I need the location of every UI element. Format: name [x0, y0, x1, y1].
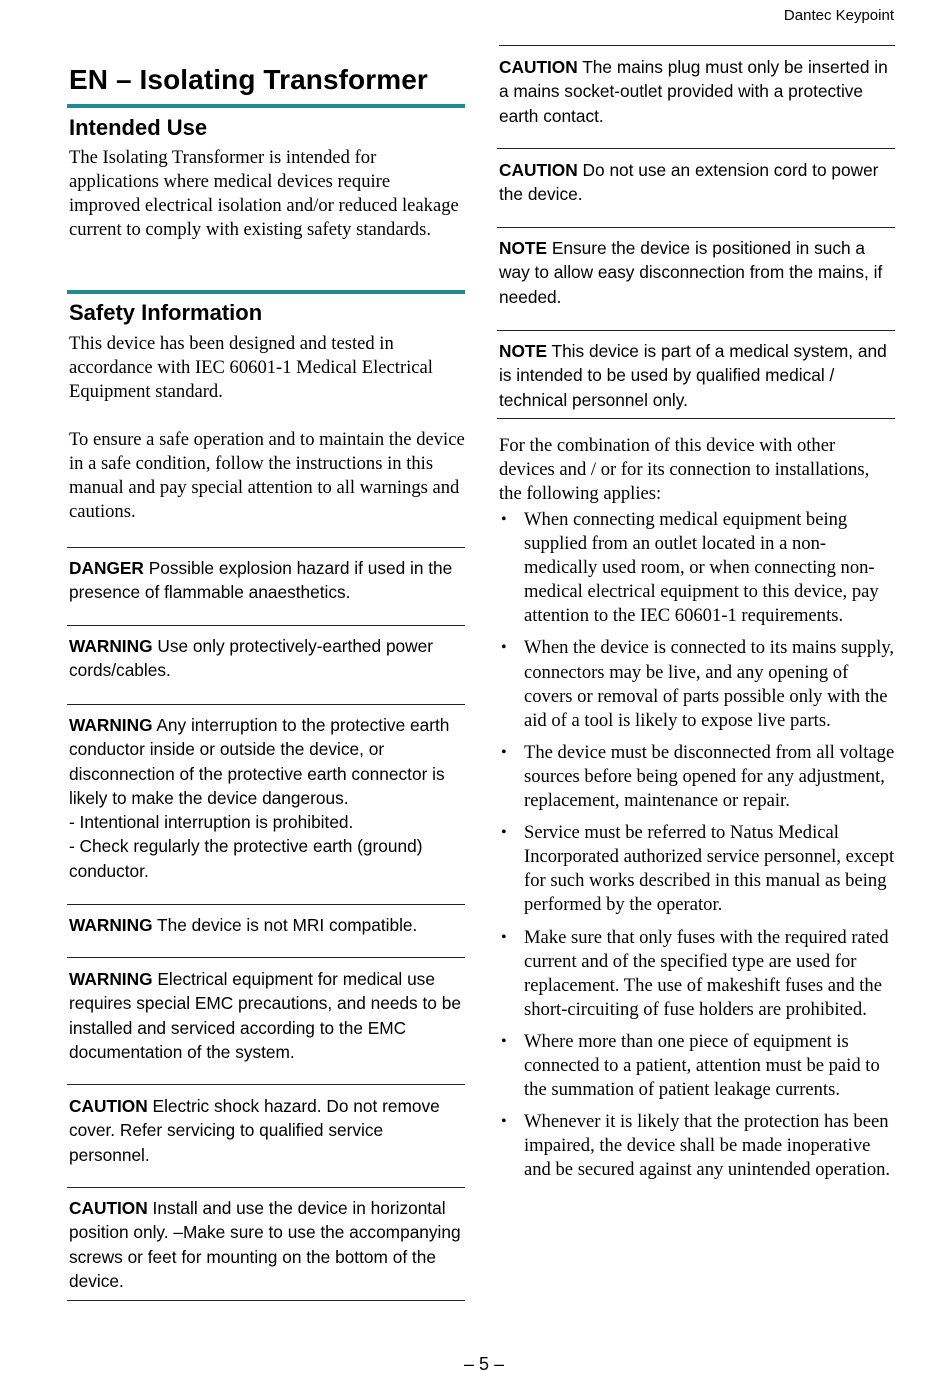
list-item [499, 636, 895, 732]
notice-text: Electrical equipment for medical use requires special EMC precautions, and needs to be installed and serviced according to the EMC documentation of the system. [69, 969, 461, 1062]
list-item-text: When the device is connected to its mains supply, connectors may be live, and any opening of covers or removal of parts possible only with the aid of a tool is likely to expose live parts. [524, 637, 895, 731]
list-item [499, 1110, 895, 1182]
notice-label: NOTE [499, 341, 548, 361]
notice-label: WARNING [69, 915, 153, 935]
intended-use-text: The Isolating Transformer is intended for applications where medical devices require improved electrical isolation and/or reduced leakage current to comply with existing safety standards. [69, 147, 459, 240]
notice-rule [67, 1084, 465, 1085]
running-header-brand: Dantec Keypoint [783, 7, 894, 24]
intended-use-heading: Intended Use [69, 115, 208, 140]
list-item-text: When connecting medical equipment being supplied from an outlet located in a non-medically used room, or when connecting non-medical electrical equipment to this device, pay attention to the IEC 60601-1 requirements. [524, 509, 879, 627]
notice-rule [67, 957, 465, 958]
notice-rule [67, 904, 465, 905]
notice-text: The device is not MRI compatible. [157, 915, 418, 935]
list-item [499, 926, 895, 1022]
note-notice [499, 236, 895, 309]
notice-text: Install and use the device in horizontal position only. –Make sure to use the accompanying screws or feet for mounting on the bottom of the device. [69, 1198, 461, 1291]
notice-label: CAUTION [69, 1198, 148, 1218]
list-item-text: Make sure that only fuses with the required rated current and of the specified type are used for replacement. The use of makeshift fuses and the short-circuiting of fuse holders are prohibited. [524, 926, 889, 1020]
list-item [499, 1030, 895, 1102]
notice-rule [67, 547, 465, 548]
warning-notice [69, 913, 465, 937]
caution-notice [499, 158, 895, 207]
notice-text: Do not use an extension cord to power the device. [499, 160, 879, 205]
safety-paragraph: This device has been designed and tested in accordance with IEC 60601-1 Medical Electrical Equipment standard. [69, 333, 433, 402]
notice-text: This device is part of a medical system, and is intended to be used by qualified medical / technical personnel only. [499, 341, 887, 410]
notice-text: The mains plug must only be inserted in a mains socket-outlet provided with a protective earth contact. [499, 57, 888, 126]
section-divider [67, 104, 465, 108]
list-item-text: The device must be disconnected from all voltage sources before being opened for any adjustment, replacement, maintenance or repair. [524, 741, 895, 812]
combination-intro: For the combination of this device with other devices and / or for its connection to installations, the following applies: [499, 435, 870, 504]
notice-text: Use only protectively-earthed power cords/cables. [69, 636, 434, 681]
notice-subline: - Check regularly the protective earth (ground) conductor. [69, 836, 423, 881]
caution-notice [499, 55, 895, 128]
list-item-text: Service must be referred to Natus Medical Incorporated authorized service personnel, except for such works described in this manual as being performed by the operator. [524, 822, 895, 916]
page-title: EN – Isolating Transformer [69, 64, 428, 95]
list-item-text: Whenever it is likely that the protection has been impaired, the device shall be made inoperative and be secured against any unintended operation. [524, 1111, 891, 1181]
safety-paragraph: To ensure a safe operation and to maintain the device in a safe condition, follow the instructions in this manual and pay special attention to all warnings and cautions. [69, 429, 465, 522]
notice-text: Possible explosion hazard if used in the presence of flammable anaesthetics. [69, 558, 453, 603]
danger-notice [69, 556, 465, 605]
bullet-icon: • [501, 1032, 507, 1050]
list-item [499, 741, 895, 813]
notice-rule [499, 45, 895, 46]
bullet-icon: • [501, 639, 507, 657]
section-divider [67, 290, 465, 294]
list-item [499, 508, 895, 628]
notice-rule [67, 1187, 465, 1188]
warning-notice [69, 713, 465, 883]
bullet-icon: • [501, 928, 507, 946]
note-notice [499, 339, 895, 412]
safety-heading: Safety Information [69, 300, 263, 325]
notice-subline: - Intentional interruption is prohibited. [69, 812, 354, 833]
notice-rule [497, 418, 895, 419]
notice-label: CAUTION [499, 57, 578, 77]
list-item-text: Where more than one piece of equipment is connected to a patient, attention must be paid to the summation of patient leakage currents. [524, 1030, 880, 1101]
notice-label: WARNING [69, 969, 153, 989]
notice-text: Ensure the device is positioned in such a way to allow easy disconnection from the mains, if needed. [499, 238, 883, 307]
bullet-icon: • [501, 1113, 507, 1131]
notice-rule [497, 227, 895, 228]
caution-notice [69, 1094, 465, 1167]
bullet-icon: • [501, 743, 507, 761]
requirements-list [499, 508, 895, 1190]
notice-label: DANGER [69, 558, 144, 578]
notice-rule [67, 704, 465, 705]
notice-rule [67, 625, 465, 626]
bullet-icon: • [501, 511, 507, 528]
notice-label: WARNING [69, 715, 153, 735]
bullet-icon: • [501, 824, 507, 842]
warning-notice [69, 967, 465, 1064]
notice-rule [497, 330, 895, 331]
notice-text: Electric shock hazard. Do not remove cover. Refer servicing to qualified service personnel. [69, 1096, 440, 1165]
page-number: – 5 – [463, 1354, 505, 1374]
caution-notice [69, 1196, 465, 1293]
notice-rule [67, 1300, 465, 1301]
warning-notice [69, 634, 465, 683]
notice-rule [497, 148, 895, 149]
notice-text: Any interruption to the protective earth conductor inside or outside the device, or disconnection of the protective earth connector is likely to make the device dangerous. [69, 715, 450, 808]
notice-label: WARNING [69, 636, 153, 656]
list-item [499, 821, 895, 917]
notice-label: CAUTION [499, 160, 578, 180]
notice-label: NOTE [499, 238, 548, 258]
notice-label: CAUTION [69, 1096, 148, 1116]
